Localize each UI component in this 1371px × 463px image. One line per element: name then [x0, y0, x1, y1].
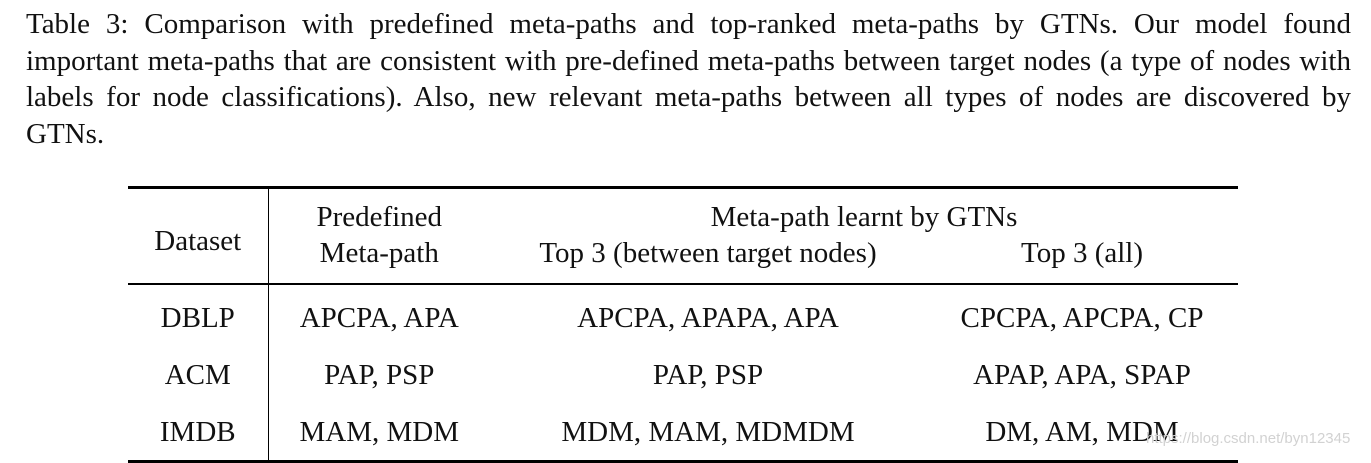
header-predefined-line2: Meta-path — [319, 237, 439, 269]
header-dataset: Dataset — [128, 188, 268, 285]
cell-top3-all: CPCPA, APCPA, CP — [960, 301, 1204, 334]
table-body — [128, 284, 1238, 462]
table-header — [128, 188, 1238, 285]
cell-predefined: PAP, PSP — [324, 358, 435, 391]
cell-predefined: MAM, MDM — [299, 415, 460, 448]
source-watermark: https://blog.csdn.net/byn12345 — [1146, 430, 1351, 447]
comparison-table-container — [128, 186, 1238, 463]
cell-top3-target: MDM, MAM, MDMDM — [561, 415, 855, 448]
meta-path-comparison-table — [128, 186, 1238, 463]
table-row — [128, 403, 1238, 462]
header-gtn-group: Meta-path learnt by GTNs — [710, 201, 1018, 233]
header-predefined-line1: Predefined — [316, 201, 443, 233]
header-gtn-all: Top 3 (all) — [1021, 237, 1143, 269]
header-row-top — [128, 188, 1238, 236]
table-row — [128, 284, 1238, 346]
table-row — [128, 346, 1238, 403]
cell-top3-target: APCPA, APAPA, APA — [577, 301, 839, 334]
header-row-sub — [128, 235, 1238, 284]
cell-dataset: IMDB — [128, 403, 268, 462]
cell-predefined: APCPA, APA — [299, 301, 459, 334]
cell-top3-target: PAP, PSP — [652, 358, 764, 391]
table-caption: Table 3: Comparison with predefined meta-paths and top-ranked meta-paths by GTNs. Our model found important meta-paths that are consistent with pre-defined meta-paths between target nodes (a type of nodes with labels for node classifications). Also, new relevant meta-paths between all types of nodes are discovered by GTNs. — [26, 8, 1351, 150]
cell-top3-all: DM, AM, MDM — [985, 415, 1179, 448]
header-gtn-target: Top 3 (between target nodes) — [539, 237, 877, 269]
cell-dataset: DBLP — [128, 284, 268, 346]
cell-top3-all: APAP, APA, SPAP — [973, 358, 1191, 391]
cell-dataset: ACM — [128, 346, 268, 403]
